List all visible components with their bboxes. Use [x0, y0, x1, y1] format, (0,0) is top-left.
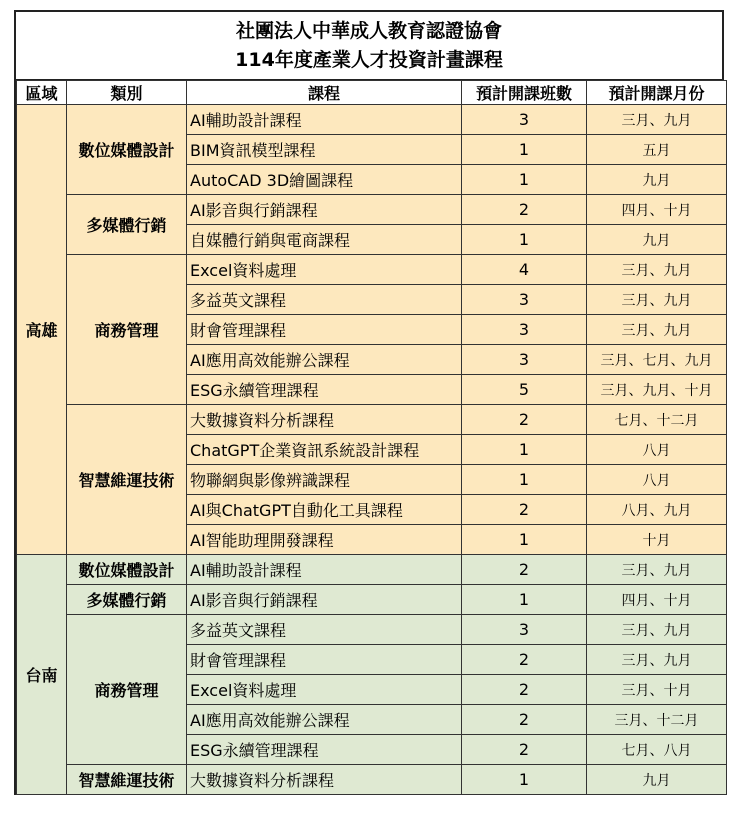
months-cell: 八月	[587, 465, 727, 495]
course-cell: 物聯網與影像辨識課程	[187, 465, 462, 495]
course-cell: AI與ChatGPT自動化工具課程	[187, 495, 462, 525]
months-cell: 三月、九月	[587, 645, 727, 675]
months-cell: 三月、九月	[587, 105, 727, 135]
category-cell: 數位媒體設計	[67, 555, 187, 585]
course-cell: 多益英文課程	[187, 285, 462, 315]
classes-cell: 1	[462, 765, 587, 795]
course-cell: ESG永續管理課程	[187, 375, 462, 405]
category-cell: 商務管理	[67, 615, 187, 765]
months-cell: 八月、九月	[587, 495, 727, 525]
region-cell: 台南	[17, 555, 67, 795]
months-cell: 十月	[587, 525, 727, 555]
classes-cell: 2	[462, 675, 587, 705]
course-cell: AI應用高效能辦公課程	[187, 345, 462, 375]
classes-cell: 4	[462, 255, 587, 285]
category-cell: 智慧維運技術	[67, 765, 187, 795]
header-category: 類別	[67, 81, 187, 105]
course-cell: 財會管理課程	[187, 645, 462, 675]
course-cell: AI輔助設計課程	[187, 555, 462, 585]
months-cell: 五月	[587, 135, 727, 165]
classes-cell: 2	[462, 195, 587, 225]
region-cell: 高雄	[17, 105, 67, 555]
table-row	[17, 405, 727, 435]
classes-cell: 3	[462, 315, 587, 345]
table-row	[17, 615, 727, 645]
classes-cell: 2	[462, 405, 587, 435]
classes-cell: 1	[462, 585, 587, 615]
course-cell: 大數據資料分析課程	[187, 765, 462, 795]
months-cell: 三月、九月	[587, 555, 727, 585]
course-cell: Excel資料處理	[187, 255, 462, 285]
category-cell: 多媒體行銷	[67, 585, 187, 615]
months-cell: 三月、九月	[587, 615, 727, 645]
table-row	[17, 105, 727, 135]
course-cell: 大數據資料分析課程	[187, 405, 462, 435]
months-cell: 三月、九月	[587, 315, 727, 345]
classes-cell: 3	[462, 105, 587, 135]
course-cell: 多益英文課程	[187, 615, 462, 645]
classes-cell: 1	[462, 435, 587, 465]
months-cell: 七月、八月	[587, 735, 727, 765]
months-cell: 九月	[587, 165, 727, 195]
classes-cell: 2	[462, 495, 587, 525]
course-cell: 財會管理課程	[187, 315, 462, 345]
category-cell: 商務管理	[67, 255, 187, 405]
course-cell: ESG永續管理課程	[187, 735, 462, 765]
course-cell: AI輔助設計課程	[187, 105, 462, 135]
months-cell: 三月、七月、九月	[587, 345, 727, 375]
months-cell: 三月、十月	[587, 675, 727, 705]
course-cell: Excel資料處理	[187, 675, 462, 705]
months-cell: 四月、十月	[587, 195, 727, 225]
course-cell: 自媒體行銷與電商課程	[187, 225, 462, 255]
header-course: 課程	[187, 81, 462, 105]
table-row	[17, 255, 727, 285]
course-cell: ChatGPT企業資訊系統設計課程	[187, 435, 462, 465]
course-cell: BIM資訊模型課程	[187, 135, 462, 165]
classes-cell: 3	[462, 285, 587, 315]
category-cell: 多媒體行銷	[67, 195, 187, 255]
title-line-2: 114年度產業人才投資計畫課程	[235, 49, 503, 71]
months-cell: 八月	[587, 435, 727, 465]
course-cell: AI影音與行銷課程	[187, 585, 462, 615]
months-cell: 七月、十二月	[587, 405, 727, 435]
classes-cell: 1	[462, 525, 587, 555]
classes-cell: 2	[462, 705, 587, 735]
course-table-body	[17, 105, 727, 795]
months-cell: 三月、九月	[587, 255, 727, 285]
classes-cell: 2	[462, 735, 587, 765]
months-cell: 三月、九月、十月	[587, 375, 727, 405]
header-months: 預計開課月份	[587, 81, 727, 105]
months-cell: 三月、十二月	[587, 705, 727, 735]
months-cell: 九月	[587, 225, 727, 255]
course-cell: AI應用高效能辦公課程	[187, 705, 462, 735]
table-row	[17, 195, 727, 225]
course-sheet	[14, 10, 724, 795]
classes-cell: 1	[462, 165, 587, 195]
classes-cell: 3	[462, 615, 587, 645]
classes-cell: 2	[462, 555, 587, 585]
classes-cell: 1	[462, 225, 587, 255]
months-cell: 九月	[587, 765, 727, 795]
table-row	[17, 765, 727, 795]
sheet-title	[14, 10, 724, 80]
category-cell: 數位媒體設計	[67, 105, 187, 195]
classes-cell: 3	[462, 345, 587, 375]
course-cell: AI影音與行銷課程	[187, 195, 462, 225]
header-row	[17, 81, 727, 105]
classes-cell: 1	[462, 465, 587, 495]
classes-cell: 1	[462, 135, 587, 165]
course-table	[16, 80, 727, 795]
months-cell: 三月、九月	[587, 285, 727, 315]
classes-cell: 2	[462, 645, 587, 675]
table-row	[17, 585, 727, 615]
table-row	[17, 555, 727, 585]
months-cell: 四月、十月	[587, 585, 727, 615]
classes-cell: 5	[462, 375, 587, 405]
header-region: 區域	[17, 81, 67, 105]
category-cell: 智慧維運技術	[67, 405, 187, 555]
course-cell: AI智能助理開發課程	[187, 525, 462, 555]
header-classes: 預計開課班數	[462, 81, 587, 105]
title-line-1: 社團法人中華成人教育認證協會	[235, 20, 502, 42]
course-cell: AutoCAD 3D繪圖課程	[187, 165, 462, 195]
